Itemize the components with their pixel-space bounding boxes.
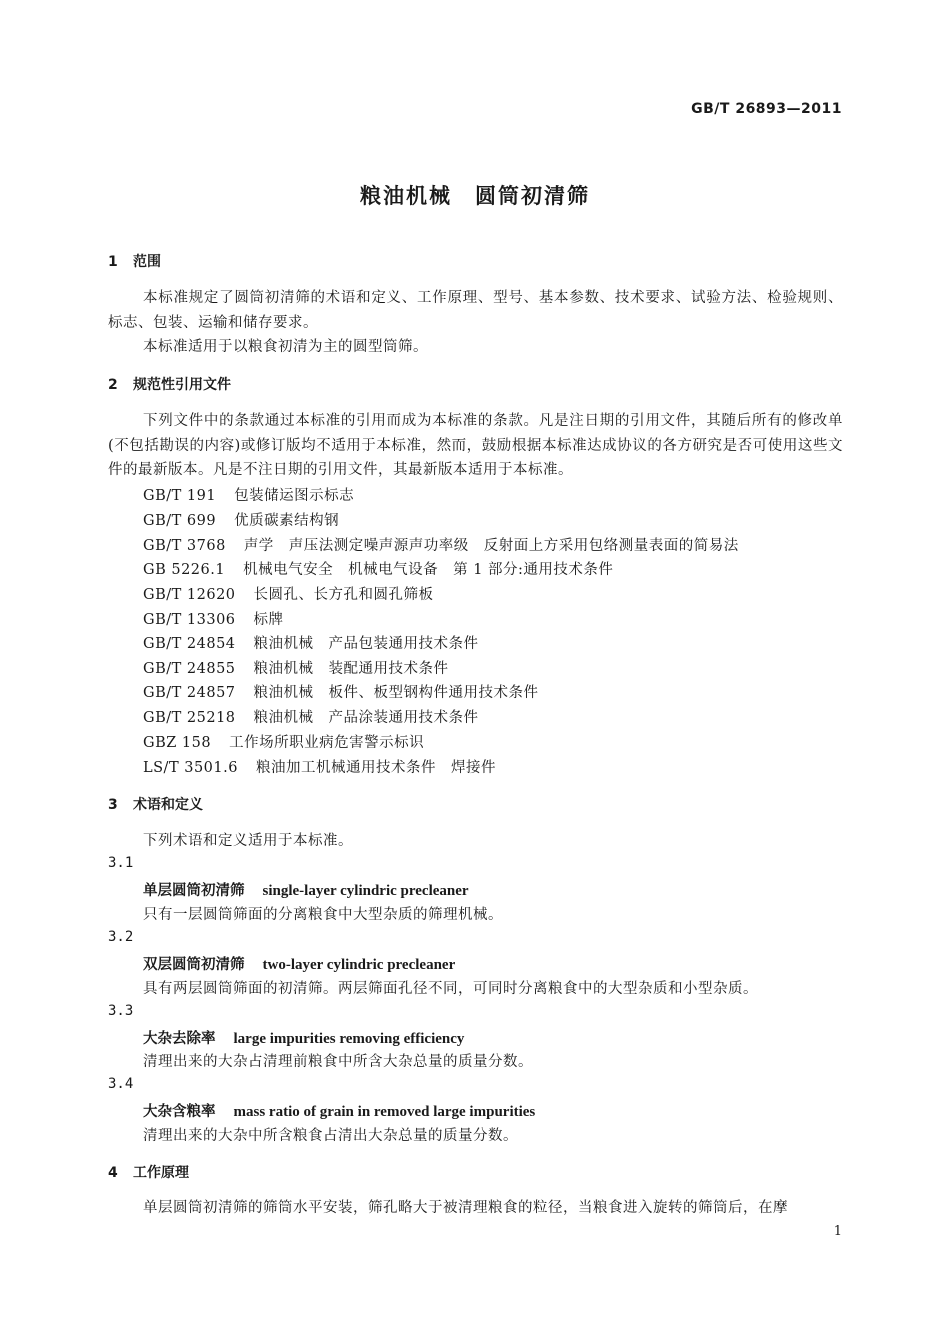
reference-code: GB/T 13306 <box>143 612 236 628</box>
reference-code: GB/T 24855 <box>143 661 236 677</box>
section-4-heading <box>108 1162 189 1182</box>
reference-title: 声学 声压法测定噪声源声功率级 反射面上方采用包络测量表面的简易法 <box>243 538 739 554</box>
document-title: 粮油机械 圆筒初清筛 <box>360 184 590 208</box>
term-heading <box>143 1100 535 1121</box>
reference-code: GB/T 24854 <box>143 636 236 652</box>
reference-item <box>143 657 449 678</box>
section-number: 1 <box>108 254 118 270</box>
reference-item <box>143 583 434 604</box>
reference-item <box>143 681 539 702</box>
term-name-zh: 大杂去除率 <box>143 1031 216 1047</box>
reference-title: 机械电气安全 机械电气设备 第 1 部分:通用技术条件 <box>243 562 614 578</box>
section-number: 2 <box>108 377 118 393</box>
term-name-en: mass ratio of grain in removed large impurities <box>233 1104 536 1120</box>
section-2-heading <box>108 374 231 394</box>
term-name-zh: 双层圆筒初清筛 <box>143 957 245 973</box>
term-definition: 具有两层圆筒筛面的初清筛。两层筛面孔径不同，可同时分离粮食中的大型杂质和小型杂质。 <box>143 981 758 997</box>
section-title: 规范性引用文件 <box>133 377 231 393</box>
reference-code: GB 5226.1 <box>143 562 226 578</box>
section-title: 范围 <box>133 254 161 270</box>
reference-item <box>143 706 479 727</box>
section-4-paragraph-1: 单层圆筒初清筛的筛筒水平安装，筛孔略大于被清理粮食的粒径，当粮食进入旋转的筛筒后，在摩 <box>143 1200 788 1216</box>
reference-code: GB/T 12620 <box>143 587 236 603</box>
reference-title: 粮油机械 板件、板型钢构件通用技术条件 <box>253 685 539 701</box>
reference-item <box>143 608 284 629</box>
reference-code: GB/T 3768 <box>143 538 226 554</box>
reference-title: 包装储运图示标志 <box>234 488 355 504</box>
section-2-paragraph-1: 下列文件中的条款通过本标准的引用而成为本标准的条款。凡是注日期的引用文件，其随后所有的修改单(不包括勘误的内容)或修订版均不适用于本标准，然而，鼓励根据本标准达成协议的各方研究是否可使用这些文件的最新版本。凡是不注日期的引用文件，其最新版本适用于本标准。 <box>108 413 843 478</box>
reference-title: 粮油加工机械通用技术条件 焊接件 <box>255 760 496 776</box>
term-heading <box>143 953 455 974</box>
reference-title: 粮油机械 产品包装通用技术条件 <box>253 636 479 652</box>
term-name-zh: 单层圆筒初清筛 <box>143 883 245 899</box>
reference-item <box>143 756 496 777</box>
section-3-heading <box>108 794 203 814</box>
term-name-en: single-layer cylindric precleaner <box>262 883 469 899</box>
term-definition: 清理出来的大杂占清理前粮食中所含大杂总量的质量分数。 <box>143 1054 533 1070</box>
term-name-zh: 大杂含粮率 <box>143 1104 216 1120</box>
page-number: 1 <box>833 1224 842 1239</box>
reference-item <box>143 558 613 579</box>
section-1-paragraph-1: 本标准规定了圆筒初清筛的术语和定义、工作原理、型号、基本参数、技术要求、试验方法、检验规则、标志、包装、运输和储存要求。 <box>108 290 843 331</box>
section-3-paragraph-1: 下列术语和定义适用于本标准。 <box>143 833 353 849</box>
term-name-en: large impurities removing efficiency <box>233 1031 465 1047</box>
section-title: 术语和定义 <box>133 797 203 813</box>
section-1-heading <box>108 251 161 271</box>
term-heading <box>143 879 469 900</box>
term-heading <box>143 1027 464 1048</box>
reference-item <box>143 509 339 530</box>
reference-item <box>143 632 479 653</box>
standard-number: GB/T 26893—2011 <box>691 101 842 117</box>
section-number: 4 <box>108 1165 118 1181</box>
term-number: 3.2 <box>108 929 134 945</box>
reference-item <box>143 731 424 752</box>
reference-title: 工作场所职业病危害警示标识 <box>229 735 425 751</box>
reference-code: GB/T 191 <box>143 488 217 504</box>
section-title: 工作原理 <box>133 1165 189 1181</box>
reference-code: LS/T 3501.6 <box>143 760 238 776</box>
reference-code: GB/T 24857 <box>143 685 236 701</box>
reference-item <box>143 484 354 505</box>
reference-title: 标牌 <box>253 612 284 628</box>
reference-title: 优质碳素结构钢 <box>234 513 340 529</box>
reference-code: GB/T 699 <box>143 513 217 529</box>
reference-title: 粮油机械 装配通用技术条件 <box>253 661 449 677</box>
reference-code: GBZ 158 <box>143 735 212 751</box>
reference-title: 长圆孔、长方孔和圆孔筛板 <box>253 587 434 603</box>
term-name-en: two-layer cylindric precleaner <box>262 957 456 973</box>
section-1-paragraph-2: 本标准适用于以粮食初清为主的圆型筒筛。 <box>143 339 428 355</box>
reference-code: GB/T 25218 <box>143 710 236 726</box>
section-number: 3 <box>108 797 118 813</box>
reference-title: 粮油机械 产品涂装通用技术条件 <box>253 710 479 726</box>
term-definition: 清理出来的大杂中所含粮食占清出大杂总量的质量分数。 <box>143 1128 518 1144</box>
reference-item <box>143 534 739 555</box>
term-number: 3.3 <box>108 1003 134 1019</box>
term-number: 3.1 <box>108 855 134 871</box>
term-definition: 只有一层圆筒筛面的分离粮食中大型杂质的筛理机械。 <box>143 907 503 923</box>
term-number: 3.4 <box>108 1076 134 1092</box>
